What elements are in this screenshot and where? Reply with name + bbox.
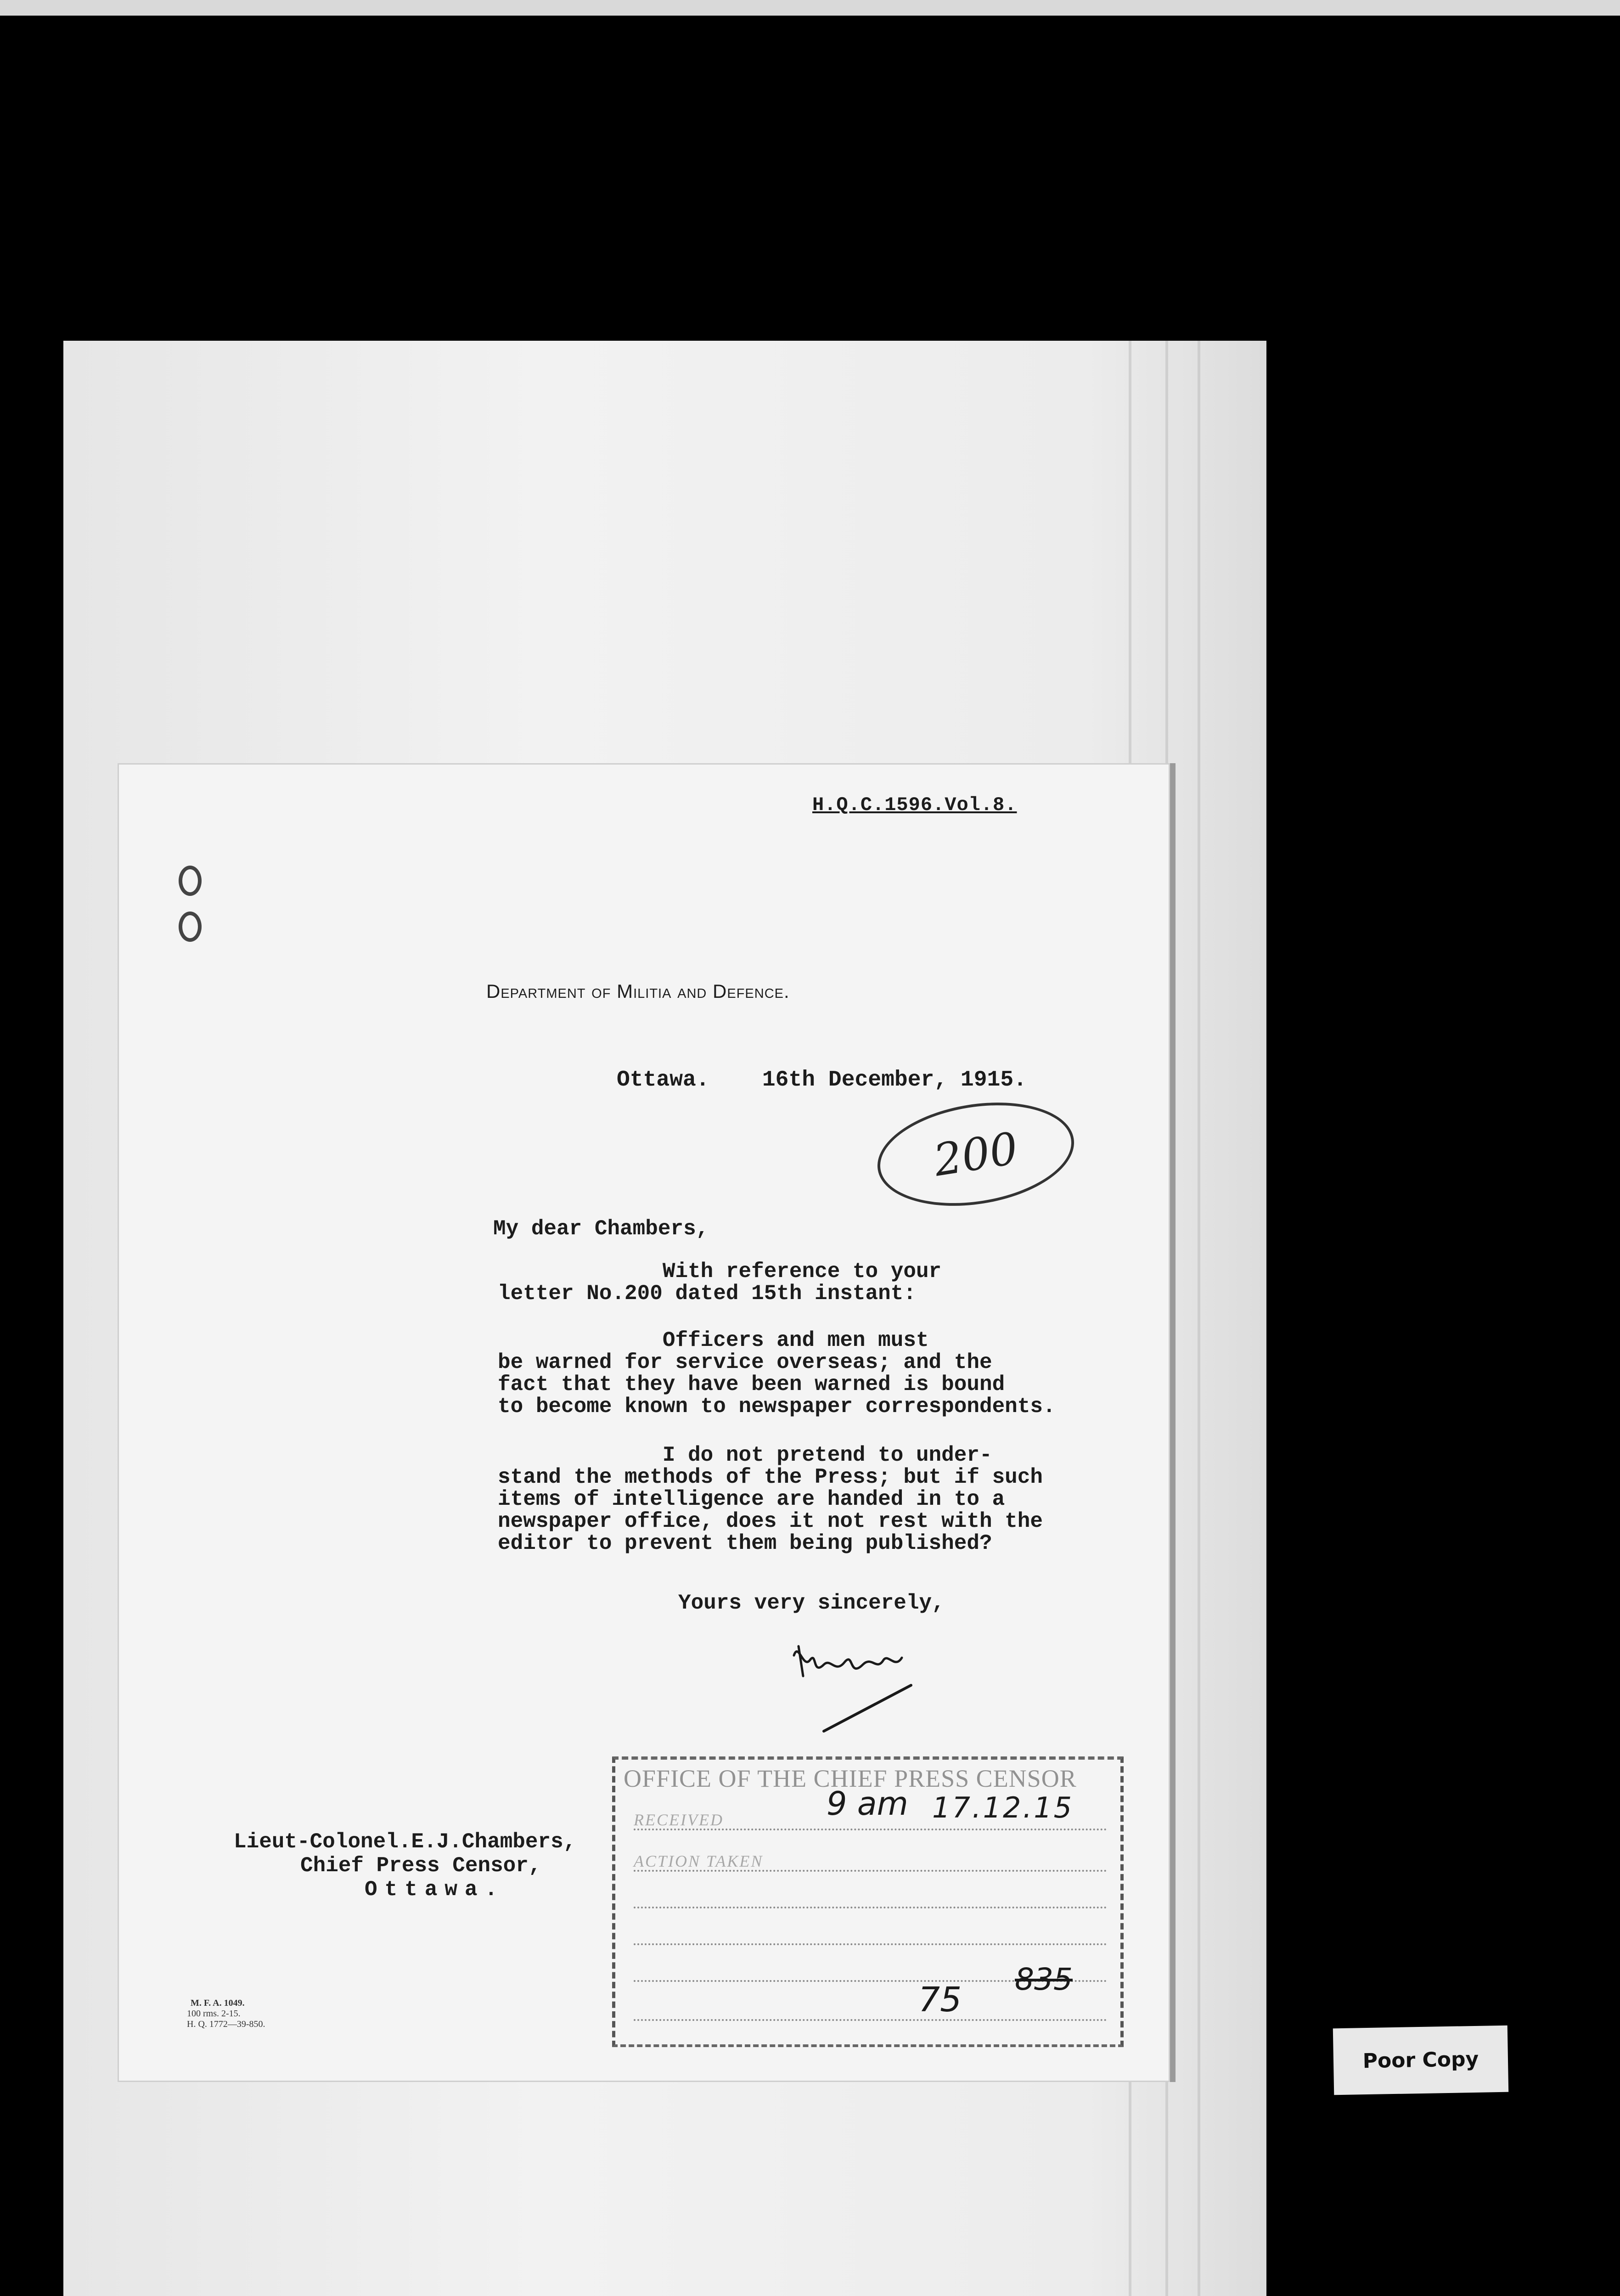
- addressee-title: Chief Press Censor,: [300, 1854, 541, 1878]
- form-id-line: M. F. A. 1049.: [191, 1998, 245, 2008]
- stamp-received-date: 17.12.15: [932, 1791, 1074, 1824]
- stamp-action-label: ACTION TAKEN: [634, 1852, 764, 1870]
- stamp-handwritten-number-struck: 835: [1015, 1962, 1073, 1997]
- form-identifier: [187, 1998, 265, 2030]
- closing: Yours very sincerely,: [678, 1591, 945, 1615]
- paragraph-2: Officers and men must be warned for service overseas; and the fact that they have been warned is bound to become known to newspaper correspondents.: [498, 1328, 1056, 1418]
- paragraph-3: I do not pretend to under- stand the methods of the Press; but if such items of intelligence are handed in to a newspaper office, does it not rest with the editor to prevent them being published?: [498, 1443, 1043, 1555]
- paragraph-1: With reference to your letter No.200 dated 15th instant:: [498, 1260, 942, 1306]
- letter-date: 16th December, 1915.: [762, 1068, 1027, 1092]
- file-reference: H.Q.C.1596.Vol.8.: [812, 794, 1017, 816]
- punch-hole: [179, 912, 202, 942]
- form-id-line: 100 rms. 2-15.: [187, 2009, 241, 2019]
- stamp-line: [634, 1907, 1107, 1908]
- poor-copy-label: Poor Copy: [1333, 2026, 1508, 2095]
- dateline: [617, 1068, 1027, 1092]
- film-top-edge: [0, 0, 1620, 16]
- stamp-line: [634, 1943, 1107, 1945]
- stamp-received-time: 9 am: [827, 1785, 908, 1823]
- signature-icon: [785, 1632, 932, 1738]
- stamp-title: OFFICE OF THE CHIEF PRESS CENSOR: [624, 1765, 1077, 1792]
- sheet-fold: [1198, 341, 1200, 2296]
- addressee-name: Lieut-Colonel.E.J.Chambers,: [234, 1830, 576, 1854]
- addressee-city: Ottawa.: [365, 1878, 505, 1902]
- addressee: [234, 1830, 576, 1902]
- censor-received-stamp: [612, 1756, 1124, 2047]
- stamp-received-label: RECEIVED: [634, 1811, 724, 1829]
- letter-page: [118, 763, 1170, 2082]
- department-heading: Department of Militia and Defence.: [486, 980, 790, 1002]
- salutation: My dear Chambers,: [493, 1217, 709, 1241]
- punch-hole: [179, 866, 202, 896]
- stamp-line: [634, 1870, 1107, 1872]
- place: Ottawa.: [617, 1068, 709, 1092]
- form-id-line: H. Q. 1772—39-850.: [187, 2019, 265, 2029]
- stamp-handwritten-number: 75: [918, 1980, 962, 2020]
- circled-file-number: 200: [870, 1090, 1082, 1219]
- stamp-line: [634, 1829, 1107, 1830]
- stamp-line: [634, 2019, 1107, 2021]
